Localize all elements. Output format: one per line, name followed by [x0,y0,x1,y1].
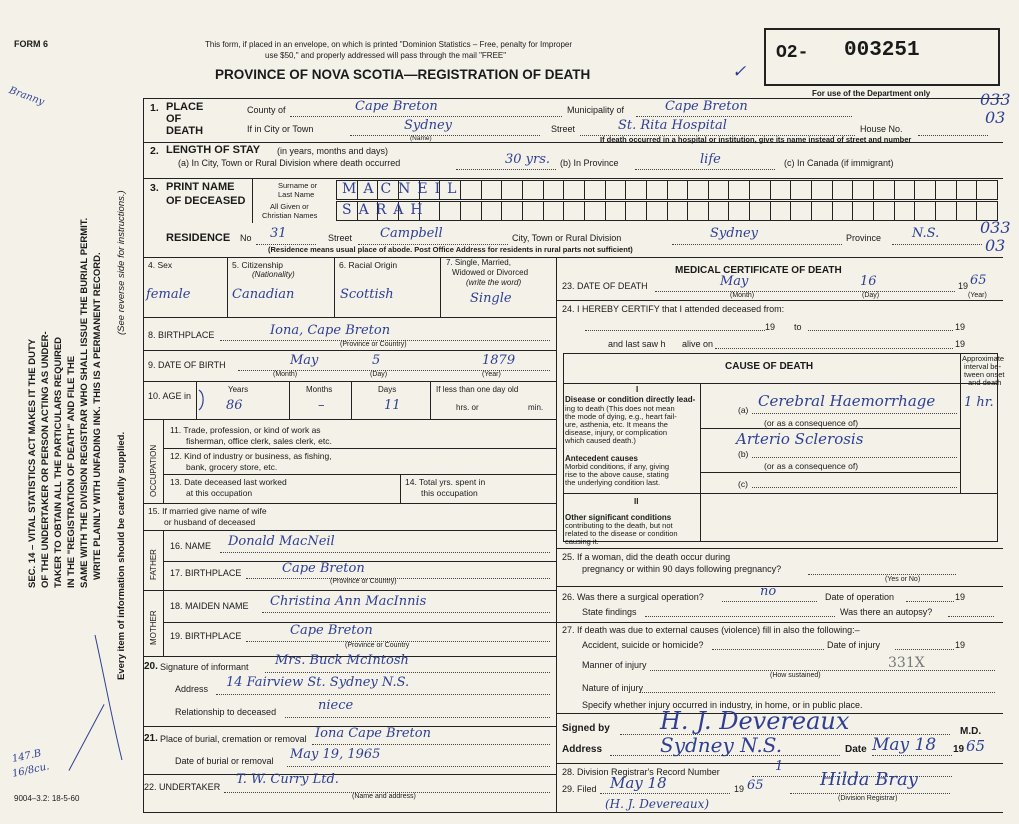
duty-note-1: SEC. 14 – VITAL STATISTICS ACT MAKES IT THE DUTY [27,338,38,588]
min-label: min. [528,403,544,412]
yes-no-caption: (Yes or No) [885,576,921,583]
father-birthplace-caption: (Province or Country) [330,578,397,585]
stay-a-value: 30 yrs. [505,152,551,167]
dob-month: May [290,353,319,368]
mail-notice-2: use $50," and properly addressed will pass through the mail "FREE" [265,51,507,60]
father-birthplace-value: Cape Breton [282,561,365,576]
attended-from-year: 19 [765,322,776,332]
age-label: 10. AGE in [148,391,192,401]
cause-a-label: (a) [738,405,749,415]
marital-value: Single [470,291,512,306]
burial-date-value: May 19, 1965 [290,747,381,762]
cause-a-value: Cerebral Haemorrhage [758,392,936,410]
manner-label: Manner of injury [582,660,647,670]
dob-year: 1879 [482,353,516,368]
certify-statement: 24. I HEREBY CERTIFY that I attended deceased from: [562,304,785,314]
filed-date: May 18 [610,774,667,792]
injury-year: 19 [955,640,966,650]
residence-street-label: Street [328,233,353,243]
alive-on-label: alive on [682,339,714,349]
mail-notice-1: This form, if placed in an envelope, on which is printed "Dominion Statistics – Free, penalty for Improper [205,40,573,49]
undertaker-label: 22. UNDERTAKER [144,782,221,792]
stay-num: 2. [150,145,159,157]
given-name-value: SARAH [342,202,430,218]
antecedent-label-4: the underlying condition last. [565,478,661,487]
operation-year: 19 [955,592,966,602]
death-month: May [720,274,749,289]
industry-label-2: bank, grocery store, etc. [186,462,278,472]
birthplace-caption: (Province or Country) [340,341,407,348]
form-title: PROVINCE OF NOVA SCOTIA—REGISTRATION OF DEATH [215,67,591,82]
death-year-caption: (Year) [968,292,987,299]
date-of-death-label: 23. DATE OF DEATH [562,281,648,291]
cert-year: 65 [966,737,986,755]
residence-province-value: N.S. [912,226,940,241]
surname-label-2: Last Name [278,190,315,199]
nature-label: Nature of injury [582,683,644,693]
accident-label: Accident, suicide or homicide? [582,640,704,650]
death-day-caption: (Day) [862,292,880,299]
stay-label: LENGTH OF STAY [166,144,261,156]
residence-code-1: 033 [980,218,1011,237]
death-year: 65 [970,273,987,288]
duty-note-5: SAME WITH THE DIVISION REGISTRAR WHO SHALL ISSUE THE BURIAL PERMIT. [79,217,90,588]
father-name-value: Donald MacNeil [228,534,335,549]
other-label-3: related to the disease or condition [565,529,678,538]
cause-b-label: (b) [738,449,749,459]
total-years-label-2: this occupation [421,488,478,498]
mother-birthplace-caption: (Province or Country [345,642,410,649]
stamp-code: 331X [888,655,925,671]
how-sustained-caption: (How sustained) [770,672,821,679]
residence-code-2: 03 [985,236,1006,255]
residence-city-label: City, Town or Rural Division [512,233,622,243]
residence-label: RESIDENCE [166,232,231,244]
marital-label-2: Widowed or Divorced [452,268,529,277]
death-day: 16 [860,274,877,289]
residence-province-label: Province [846,233,882,243]
signed-by-label: Signed by [562,723,610,734]
roman-two: II [634,497,639,506]
municipality-value: Cape Breton [665,99,748,114]
years-label: Years [228,385,249,394]
filed-year: 65 [747,778,764,793]
cert-date: May 18 [872,735,937,755]
place-num: 1. [150,102,159,114]
mother-side-label: MOTHER [149,610,158,645]
filed-year-prefix: 19 [734,784,745,794]
undertaker-value: T. W. Curry Ltd. [236,772,339,787]
nationality-caption: (Nationality) [252,270,295,279]
address-label: Address [562,744,603,755]
given-label-2: Christian Names [262,211,318,220]
city-value: Sydney [404,118,452,133]
sex-label: 4. Sex [148,260,173,270]
other-label-4: causing it. [565,537,599,546]
burial-date-label: Date of burial or removal [175,756,274,766]
undertaker-caption: (Name and address) [352,793,416,800]
attended-to-year: 19 [955,322,966,332]
interval-label-4: and death [968,378,1002,387]
stay-b-value: life [700,152,721,167]
filed-label: 29. Filed [562,784,597,794]
every-item-note: Every item of information should be carefully supplied. [116,431,127,680]
antecedent-label-2: Morbid conditions, if any, giving [565,462,670,471]
physician-address: Sydney N.S. [660,733,783,757]
surname-label-1: Surname or [278,181,318,190]
stay-a-label: (a) In City, Town or Rural Division where death occurred [178,158,401,168]
interval-label-2: interval be- [964,362,1002,371]
informant-rel-label: Relationship to deceased [175,707,277,717]
q27-label: 27. If death was due to external causes (violence) fill in also the following:– [562,625,860,635]
trade-label-1: 11. Trade, profession, or kind of work as [170,425,321,435]
hrs-label: hrs. or [456,403,479,412]
residence-street-value: Campbell [380,226,443,241]
citizenship-value: Canadian [232,287,295,302]
days-label: Days [378,385,397,394]
duty-note-4: IN THE "REGISTRATION OF DEATH" AND FILE THE [66,355,77,588]
dob-day-caption: (Day) [370,371,388,378]
place-label: PLACE OF DEATH [166,101,204,137]
physician-signature: H. J. Devereaux [660,707,850,735]
mother-maiden-label: 18. MAIDEN NAME [170,601,249,611]
place-code-1: 033 [980,90,1011,109]
county-value: Cape Breton [355,99,438,114]
interval-label-3: tween onset [964,370,1005,379]
autopsy-label: Was there an autopsy? [840,607,933,617]
street-label: Street [551,124,576,134]
disease-label-6: which caused death.) [565,436,636,445]
disease-label-3: the mode of dying, e.g., heart fail- [565,412,677,421]
birthplace-value: Iona, Cape Breton [270,323,391,338]
dob-day: 5 [372,353,381,368]
burial-place-value: Iona Cape Breton [315,726,431,741]
informant-num: 20. [144,661,158,672]
citizenship-label: 5. Citizenship [232,260,284,270]
years-value: 86 [226,398,243,413]
married-label-2: or husband of deceased [164,517,256,527]
registrar-physician-note: (H. J. Devereaux) [605,797,710,811]
stay-b-label: (b) In Province [560,158,619,168]
surname-value: MACNEIL [342,181,464,197]
disease-label-4: ure, asthenia, etc. It means the [565,420,668,429]
record-number-label: 28. Division Registrar's Record Number [562,767,720,777]
cause-c-label: (c) [738,479,748,489]
date-of-injury-label: Date of injury [827,640,881,650]
form-label: FORM 6 [14,39,49,49]
death-year-prefix: 19 [958,281,969,291]
state-findings-label: State findings [582,607,637,617]
pen-stroke-left-margin [95,635,122,760]
place-code-2: 03 [985,108,1006,127]
residence-note: (Residence means usual place of abode. Post Office Address for residents in rural parts not sufficient) [268,245,633,254]
last-saw-label: and last saw h [608,339,666,349]
record-number-value: 1 [775,759,784,774]
interval-label-1: Approximate [962,354,1005,363]
dob-year-caption: (Year) [482,371,501,378]
county-label: County of [247,105,286,115]
street-value: St. Rita Hospital [618,118,727,133]
registrar-caption: (Division Registrar) [838,795,898,802]
antecedent-label-1: Antecedent causes [565,454,638,463]
burial-num: 21. [144,733,158,744]
deceased-num: 3. [150,182,159,194]
burial-place-label: Place of burial, cremation or removal [160,734,307,744]
disease-label-5: disease, injury, or complication [565,428,667,437]
death-month-caption: (Month) [730,292,755,299]
to-label: to [794,322,802,332]
due-to-a: (or as a consequence of) [764,418,859,428]
trade-label-2: fisherman, office clerk, sales clerk, etc. [186,436,332,446]
print-code: 9004–3.2: 18-5-60 [14,794,80,803]
duty-note-6: WRITE PLAINLY WITH UNFADING INK. THIS IS A PERMANENT RECORD. [92,252,103,580]
dob-month-caption: (Month) [273,371,298,378]
sex-value: female [146,287,191,302]
duty-note-2: OF THE UNDERTAKER OR PERSON ACTING AS UNDER- [40,331,51,588]
stay-sub: (in years, months and days) [277,146,389,156]
registration-prefix: O2- [776,43,809,63]
other-label-2: contributing to the death, but not [565,521,673,530]
see-reverse-note: (See reverse side for instructions.) [116,190,127,335]
married-label-1: 15. If married give name of wife [148,506,267,516]
months-value: – [318,398,325,413]
father-side-label: FATHER [149,549,158,580]
last-worked-label-1: 13. Date deceased last worked [170,477,287,487]
q25-label-1: 25. If a woman, did the death occur during [562,552,731,562]
margin-note-bottom-2: 16/8cu. [11,761,51,780]
informant-addr-value: 14 Fairview St. Sydney N.S. [226,675,410,690]
department-use: For use of the Department only [812,89,931,98]
q26-label: 26. Was there a surgical operation? [562,592,704,602]
deceased-label-1: PRINT NAME [166,181,235,193]
mother-birthplace-label: 19. BIRTHPLACE [170,631,242,641]
father-birthplace-label: 17. BIRTHPLACE [170,568,242,578]
informant-rel-value: niece [318,698,354,713]
mother-maiden-value: Christina Ann MacInnis [270,594,427,609]
q25-label-2: pregnancy or within 90 days following pregnancy? [582,564,782,574]
duty-note-3: TAKER TO OBTAIN ALL THE PARTICULARS REQUIRED [53,336,64,588]
q26-value: no [760,584,777,599]
check-mark: ✓ [732,62,747,82]
racial-value: Scottish [340,287,394,302]
industry-label-1: 12. Kind of industry or business, as fishing, [170,451,332,461]
registration-number: 003251 [844,39,920,62]
city-label: If in City or Town [247,124,314,134]
other-label-1: Other significant conditions [565,513,672,522]
last-worked-label-2: at this occupation [186,488,253,498]
date-label: Date [845,744,867,755]
cause-b-value: Arterio Sclerosis [736,430,864,448]
occupation-side-label: OCCUPATION [149,444,158,497]
specify-label: Specify whether injury occurred in industry, in home, or in public place. [582,700,863,710]
total-years-label-1: 14. Total yrs. spent in [405,477,486,487]
marital-label-3: (write the word) [466,278,522,287]
cert-year-prefix: 19 [953,744,965,755]
disease-label-1: Disease or condition directly lead- [565,395,696,404]
alive-on-year: 19 [955,339,966,349]
pen-curl-age [199,390,203,410]
informant-sig-label: Signature of informant [160,662,249,672]
md-label: M.D. [960,726,982,737]
house-label: House No. [860,124,903,134]
informant-addr-label: Address [175,684,209,694]
father-name-label: 16. NAME [170,541,212,551]
cause-title: CAUSE OF DEATH [725,361,814,372]
residence-city-value: Sydney [710,226,758,241]
hospital-note: If death occurred in a hospital or institution, give its name instead of street and number [600,135,912,144]
date-of-operation-label: Date of operation [825,592,895,602]
roman-one: I [636,385,639,394]
informant-sig-value: Mrs. Buck McIntosh [275,653,409,668]
residence-no-value: 31 [270,226,287,241]
given-label-1: All Given or [270,202,309,211]
registrar-signature: Hilda Bray [820,769,918,790]
stay-c-label: (c) In Canada (if immigrant) [784,158,894,168]
antecedent-label-3: rise to the above cause, stating [565,470,669,479]
name-caption: (Name) [410,135,432,142]
cause-a-interval: 1 hr. [964,395,994,410]
racial-label: 6. Racial Origin [339,260,398,270]
less-day-label: If less than one day old [436,385,519,394]
residence-no-label: No [240,233,252,243]
medical-title: MEDICAL CERTIFICATE OF DEATH [675,265,842,276]
days-value: 11 [384,398,401,413]
margin-note-top: Branny [7,85,46,108]
due-to-b: (or as a consequence of) [764,461,859,471]
months-label: Months [306,385,333,394]
dob-label: 9. DATE OF BIRTH [148,360,226,370]
deceased-label-2: OF DECEASED [166,195,246,207]
disease-label-2: ing to death (This does not mean [565,404,675,413]
birthplace-label: 8. BIRTHPLACE [148,330,215,340]
margin-note-bottom-1: 147.B [11,748,43,765]
marital-label-1: 7. Single, Married, [446,258,511,267]
municipality-label: Municipality of [567,105,625,115]
mother-birthplace-value: Cape Breton [290,623,373,638]
